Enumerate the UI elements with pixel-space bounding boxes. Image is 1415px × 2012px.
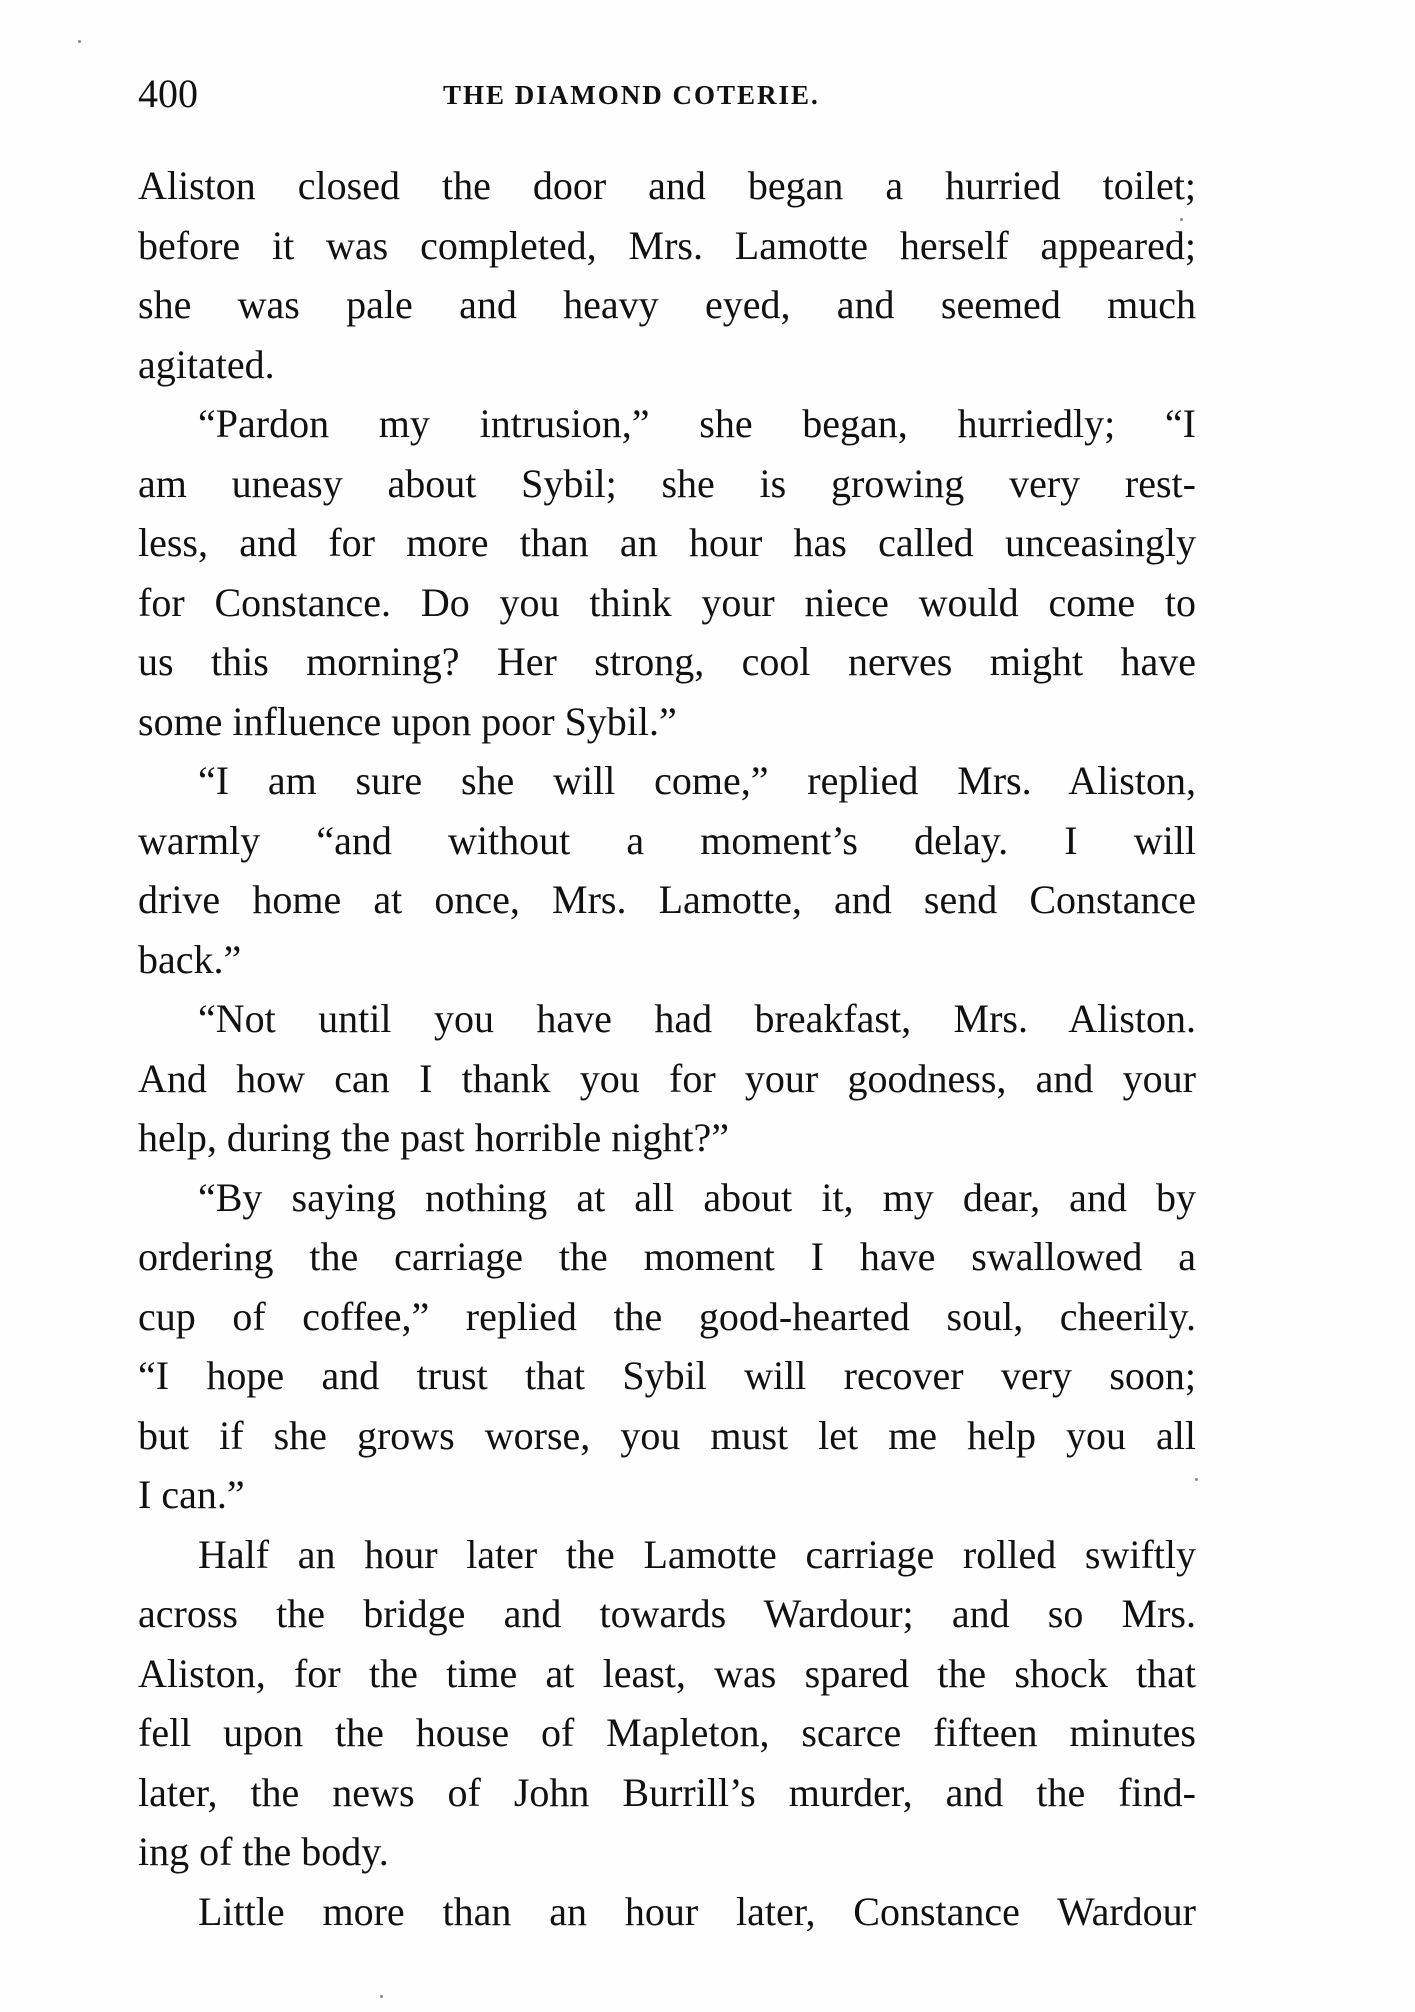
text-line: warmly “and without a moment’s delay. I will (138, 817, 1196, 863)
paper-speck (380, 1995, 383, 1998)
paragraph (138, 1882, 1196, 1942)
text-line: across the bridge and towards Wardour; and so Mrs. (138, 1591, 1196, 1636)
text-line: some influence upon poor Sybil.” (138, 698, 677, 744)
text-line: Little more than an hour later, Constance Wardour (198, 1888, 1196, 1934)
text-line: “I am sure she will come,” replied Mrs. Aliston, (198, 758, 1196, 803)
text-line: agitated. (138, 341, 275, 387)
text-line: ing of the body. (138, 1829, 389, 1874)
text-line: back.” (138, 936, 242, 982)
page-header (138, 70, 1198, 120)
text-line: Half an hour later the Lamotte carriage rolled swiftly (198, 1531, 1196, 1577)
running-title: THE DIAMOND COTERIE. (443, 80, 820, 110)
text-line: And how can I thank you for your goodness, and your (138, 1055, 1196, 1101)
paragraph (138, 1168, 1196, 1525)
text-line: “Pardon my intrusion,” she began, hurriedly; “I (198, 401, 1196, 446)
page-number: 400 (138, 71, 198, 116)
text-line: but if she grows worse, you must let me help you all (138, 1412, 1196, 1458)
text-line: ordering the carriage the moment I have swallowed a (138, 1234, 1196, 1279)
paragraph (138, 989, 1196, 1168)
text-line: “Not until you have had breakfast, Mrs. Aliston. (198, 996, 1196, 1041)
text-line: for Constance. Do you think your niece would come to (138, 579, 1196, 625)
text-line: later, the news of John Burrill’s murder, and the find- (138, 1769, 1196, 1815)
text-line: Aliston closed the door and began a hurried toilet; (138, 163, 1196, 208)
text-line: Aliston, for the time at least, was spared the shock that (138, 1650, 1196, 1696)
paper-speck (1180, 218, 1183, 221)
paper-speck (1195, 1478, 1198, 1481)
paragraph (138, 1525, 1196, 1882)
text-line: before it was completed, Mrs. Lamotte herself appeared; (138, 222, 1196, 268)
text-line: fell upon the house of Mapleton, scarce fifteen minutes (138, 1710, 1196, 1755)
body-text (138, 156, 1196, 1941)
text-line: I can.” (138, 1472, 245, 1517)
text-line: help, during the past horrible night?” (138, 1115, 729, 1160)
paper-speck (78, 40, 81, 43)
text-line: cup of coffee,” replied the good-hearted soul, cheerily. (138, 1293, 1196, 1339)
text-line: “I hope and trust that Sybil will recover very soon; (138, 1353, 1196, 1398)
text-line: us this morning? Her strong, cool nerves might have (138, 639, 1196, 684)
text-line: am uneasy about Sybil; she is growing very rest- (138, 460, 1196, 506)
text-line: she was pale and heavy eyed, and seemed much (138, 282, 1196, 327)
text-line: drive home at once, Mrs. Lamotte, and send Constance (138, 877, 1196, 922)
paragraph (138, 156, 1196, 394)
text-line: less, and for more than an hour has called unceasingly (138, 520, 1196, 565)
paragraph (138, 751, 1196, 989)
text-line: “By saying nothing at all about it, my dear, and by (198, 1174, 1196, 1220)
paragraph (138, 394, 1196, 751)
